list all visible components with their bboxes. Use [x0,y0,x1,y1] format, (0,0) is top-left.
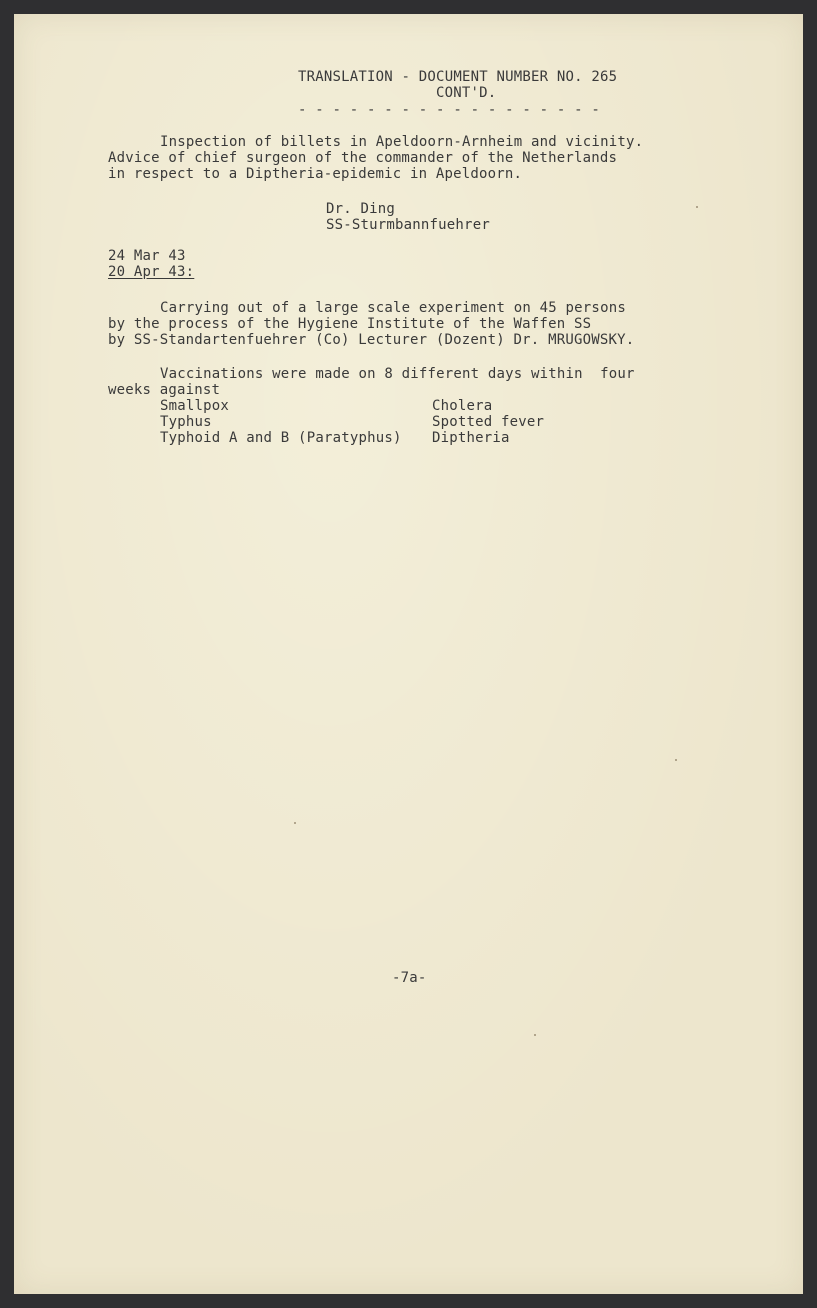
paper-speck [696,206,698,208]
vaccine-list-item: Cholera [432,398,493,414]
paragraph-2-line-3: by SS-Standartenfuehrer (Co) Lecturer (Dozent) Dr. MRUGOWSKY. [108,332,635,348]
page-number: -7a- [392,970,427,986]
vaccine-list-item: Typhoid A and B (Paratyphus) [160,430,402,446]
document-page [14,14,803,1294]
paragraph-1-line-2: Advice of chief surgeon of the commander of the Netherlands [108,150,618,166]
vaccine-list-item: Smallpox [160,398,230,414]
signature-name: Dr. Ding [326,201,396,217]
document-subtitle: CONT'D. [436,85,497,101]
paragraph-1-line-1: Inspection of billets in Apeldoorn-Arnheim and vicinity. [160,134,644,150]
paper-speck [294,822,296,824]
document-title: TRANSLATION - DOCUMENT NUMBER NO. 265 [298,69,618,85]
date-second: 20 Apr 43: [108,264,195,280]
paragraph-3-line-2: weeks against [108,382,221,398]
paper-speck [534,1034,536,1036]
vaccine-list-item: Spotted fever [432,414,545,430]
paragraph-1-line-3: in respect to a Diptheria-epidemic in Apeldoorn. [108,166,523,182]
paragraph-2-line-2: by the process of the Hygiene Institute of the Waffen SS [108,316,592,332]
title-rule: - - - - - - - - - - - - - - - - - - [298,102,601,118]
vaccine-list-item: Diptheria [432,430,510,446]
vaccine-list-item: Typhus [160,414,212,430]
paragraph-3-line-1: Vaccinations were made on 8 different days within four [160,366,635,382]
paragraph-2-line-1: Carrying out of a large scale experiment on 45 persons [160,300,626,316]
date-first: 24 Mar 43 [108,248,186,264]
paper-speck [675,759,677,761]
signature-rank: SS-Sturmbannfuehrer [326,217,490,233]
